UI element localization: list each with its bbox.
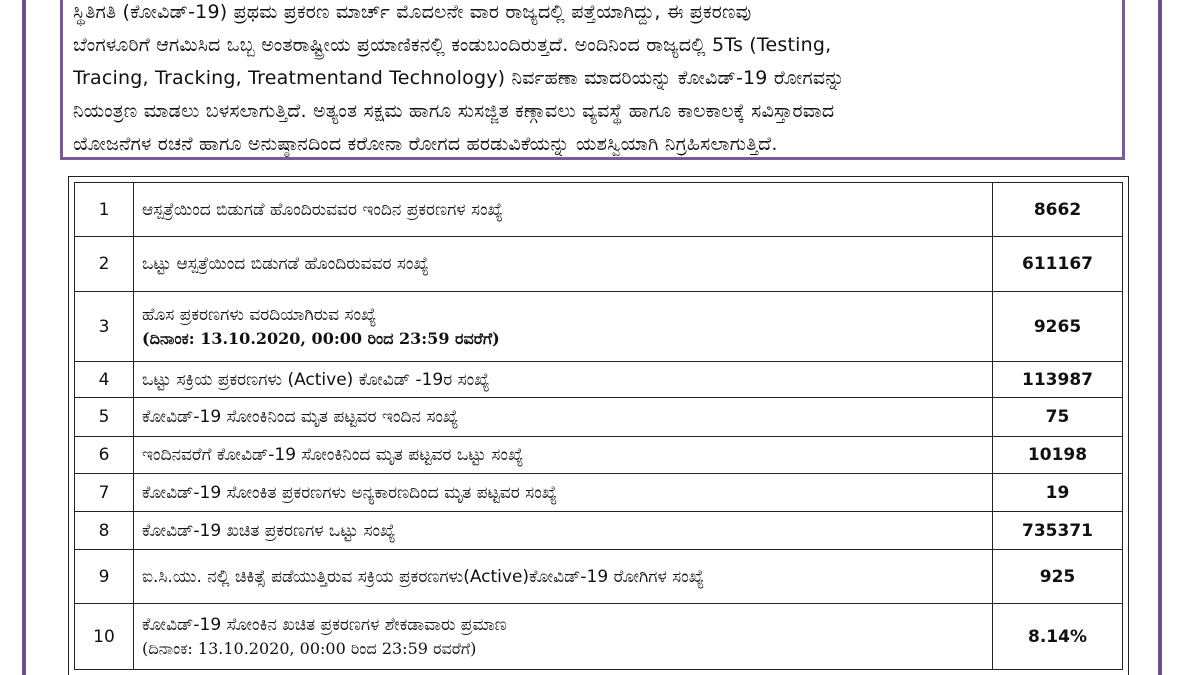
row-date-range: (ದಿನಾಂಕ: 13.10.2020, 00:00 ರಿಂದ 23:59 ರವರೆಗೆ) — [142, 638, 477, 658]
paragraph-line: ಬೆಂಗಳೂರಿಗೆ ಆಗಮಿಸಿದ ಒಬ್ಬ ಅಂತರಾಷ್ಟ್ರೀಯ ಪ್ರಯಾಣಿಕನಲ್ಲಿ ಕಂಡುಬಂದಿರುತ್ತದೆ. ಅಂದಿನಿಂದ ರಾಜ್ಯದಲ್ಲಿ 5Ts (Testing, — [73, 34, 832, 56]
row-label-text: ಇಂದಿನವರೆಗೆ ಕೋವಿಡ್-19 ಸೋಂಕಿನಿಂದ ಮೃತ ಪಟ್ಟವರ ಒಟ್ಟು ಸಂಖ್ಯೆ — [142, 445, 524, 465]
row-label — [134, 362, 993, 398]
row-label — [134, 550, 993, 604]
table-row — [75, 474, 1123, 512]
row-label-text: ಐ.ಸಿ.ಯು. ನಲ್ಲಿ ಚಿಕಿತ್ಸೆ ಪಡೆಯುತ್ತಿರುವ ಸಕ್ರಿಯ ಪ್ರಕರಣಗಳು(Active)ಕೋವಿಡ್-19 ರೋಗಿಗಳ ಸಂಖ್ಯೆ — [142, 566, 705, 587]
row-label-text: ಹೊಸ ಪ್ರಕರಣಗಳು ವರದಿಯಾಗಿರುವ ಸಂಖ್ಯೆ — [142, 304, 377, 325]
row-date-range: (ದಿನಾಂಕ: 13.10.2020, 00:00 ರಿಂದ 23:59 ರವರೆಗೆ) — [142, 328, 500, 348]
row-label-text: ಕೋವಿಡ್-19 ಸೋಂಕಿನಿಂದ ಮೃತ ಪಟ್ಟವರ ಇಂದಿನ ಸಂಖ್ಯೆ — [142, 407, 459, 427]
row-label — [134, 237, 993, 292]
row-value: 10198 — [993, 437, 1123, 474]
intro-paragraph-box — [60, 0, 1125, 160]
row-label — [134, 398, 993, 437]
row-value: 925 — [993, 550, 1123, 604]
row-value: 735371 — [993, 512, 1123, 550]
table-row — [75, 237, 1123, 292]
row-value: 113987 — [993, 362, 1123, 398]
row-label-text: ಕೋವಿಡ್-19 ಖಚಿತ ಪ್ರಕರಣಗಳ ಒಟ್ಟು ಸಂಖ್ಯೆ — [142, 520, 396, 541]
row-number: 9 — [75, 550, 134, 604]
row-number: 5 — [75, 398, 134, 437]
row-label-text: ಆಸ್ಪತ್ರೆಯಿಂದ ಬಿಡುಗಡೆ ಹೊಂದಿರುವವರ ಇಂದಿನ ಪ್ರಕರಣಗಳ ಸಂಖ್ಯೆ — [142, 199, 503, 220]
row-label — [134, 292, 993, 362]
page-border-right — [1158, 0, 1162, 675]
page-border-left — [22, 0, 26, 675]
covid-stats-table — [74, 182, 1123, 670]
row-value: 9265 — [993, 292, 1123, 362]
row-value: 75 — [993, 398, 1123, 437]
row-value: 8.14% — [993, 604, 1123, 670]
row-label-text: ಒಟ್ಟು ಆಸ್ಪತ್ರೆಯಿಂದ ಬಿಡುಗಡೆ ಹೊಂದಿರುವವರ ಸಂಖ್ಯೆ — [142, 254, 429, 274]
row-label-text: ಕೋವಿಡ್-19 ಸೋಂಕಿತ ಪ್ರಕರಣಗಳು ಅನ್ಯಕಾರಣದಿಂದ ಮೃತ ಪಟ್ಟವರ ಸಂಖ್ಯೆ — [142, 482, 558, 503]
paragraph-line: Tracing, Tracking, Treatmentand Technology) ನಿರ್ವಹಣಾ ಮಾದರಿಯನ್ನು ಕೋವಿಡ್-19 ರೋಗವನ್ನು — [73, 67, 845, 89]
table-row — [75, 550, 1123, 604]
row-label — [134, 512, 993, 550]
table-row — [75, 512, 1123, 550]
row-label — [134, 604, 993, 670]
table-row — [75, 398, 1123, 437]
paragraph-line: ಸ್ಥಿತಿಗತಿ (ಕೋವಿಡ್-19) ಪ್ರಥಮ ಪ್ರಕರಣ ಮಾರ್ಚ್ ಮೊದಲನೇ ವಾರ ರಾಜ್ಯದಲ್ಲಿ ಪತ್ತೆಯಾಗಿದ್ದು, ಈ ಪ್ರಕರಣವು — [73, 1, 752, 23]
row-number: 8 — [75, 512, 134, 550]
row-label — [134, 183, 993, 237]
row-label — [134, 474, 993, 512]
row-value: 611167 — [993, 237, 1123, 292]
row-number: 2 — [75, 237, 134, 292]
row-value: 19 — [993, 474, 1123, 512]
table-row — [75, 604, 1123, 670]
table-row — [75, 362, 1123, 398]
row-number: 6 — [75, 437, 134, 474]
row-label-text: ಒಟ್ಟು ಸಕ್ರಿಯ ಪ್ರಕರಣಗಳು (Active) ಕೋವಿಡ್ -19ರ ಸಂಖ್ಯೆ — [142, 369, 490, 390]
row-number: 4 — [75, 362, 134, 398]
paragraph-line: ನಿಯಂತ್ರಣ ಮಾಡಲು ಬಳಸಲಾಗುತ್ತಿದೆ. ಅತ್ಯಂತ ಸಕ್ಷಮ ಹಾಗೂ ಸುಸಜ್ಜಿತ ಕಣ್ಗಾವಲು ವ್ಯವಸ್ಥೆ ಹಾಗೂ ಕಾಲಕಾಲಕ್ಕೆ ಸವಿಸ್ತಾರವಾದ — [73, 100, 835, 122]
row-value: 8662 — [993, 183, 1123, 237]
table-row — [75, 292, 1123, 362]
table-row — [75, 437, 1123, 474]
row-number: 7 — [75, 474, 134, 512]
row-number: 3 — [75, 292, 134, 362]
row-label — [134, 437, 993, 474]
paragraph-line: ಯೋಜನೆಗಳ ರಚನೆ ಹಾಗೂ ಅನುಷ್ಠಾನದಿಂದ ಕರೋನಾ ರೋಗದ ಹರಡುವಿಕೆಯನ್ನು ಯಶಸ್ವಿಯಾಗಿ ನಿಗ್ರಹಿಸಲಾಗುತ್ತಿದೆ. — [73, 133, 778, 155]
row-number: 1 — [75, 183, 134, 237]
row-number: 10 — [75, 604, 134, 670]
row-label-text: ಕೋವಿಡ್-19 ಸೋಂಕಿನ ಖಚಿತ ಪ್ರಕರಣಗಳ ಶೇಕಡಾವಾರು ಪ್ರಮಾಣ — [142, 614, 507, 635]
table-row — [75, 183, 1123, 237]
